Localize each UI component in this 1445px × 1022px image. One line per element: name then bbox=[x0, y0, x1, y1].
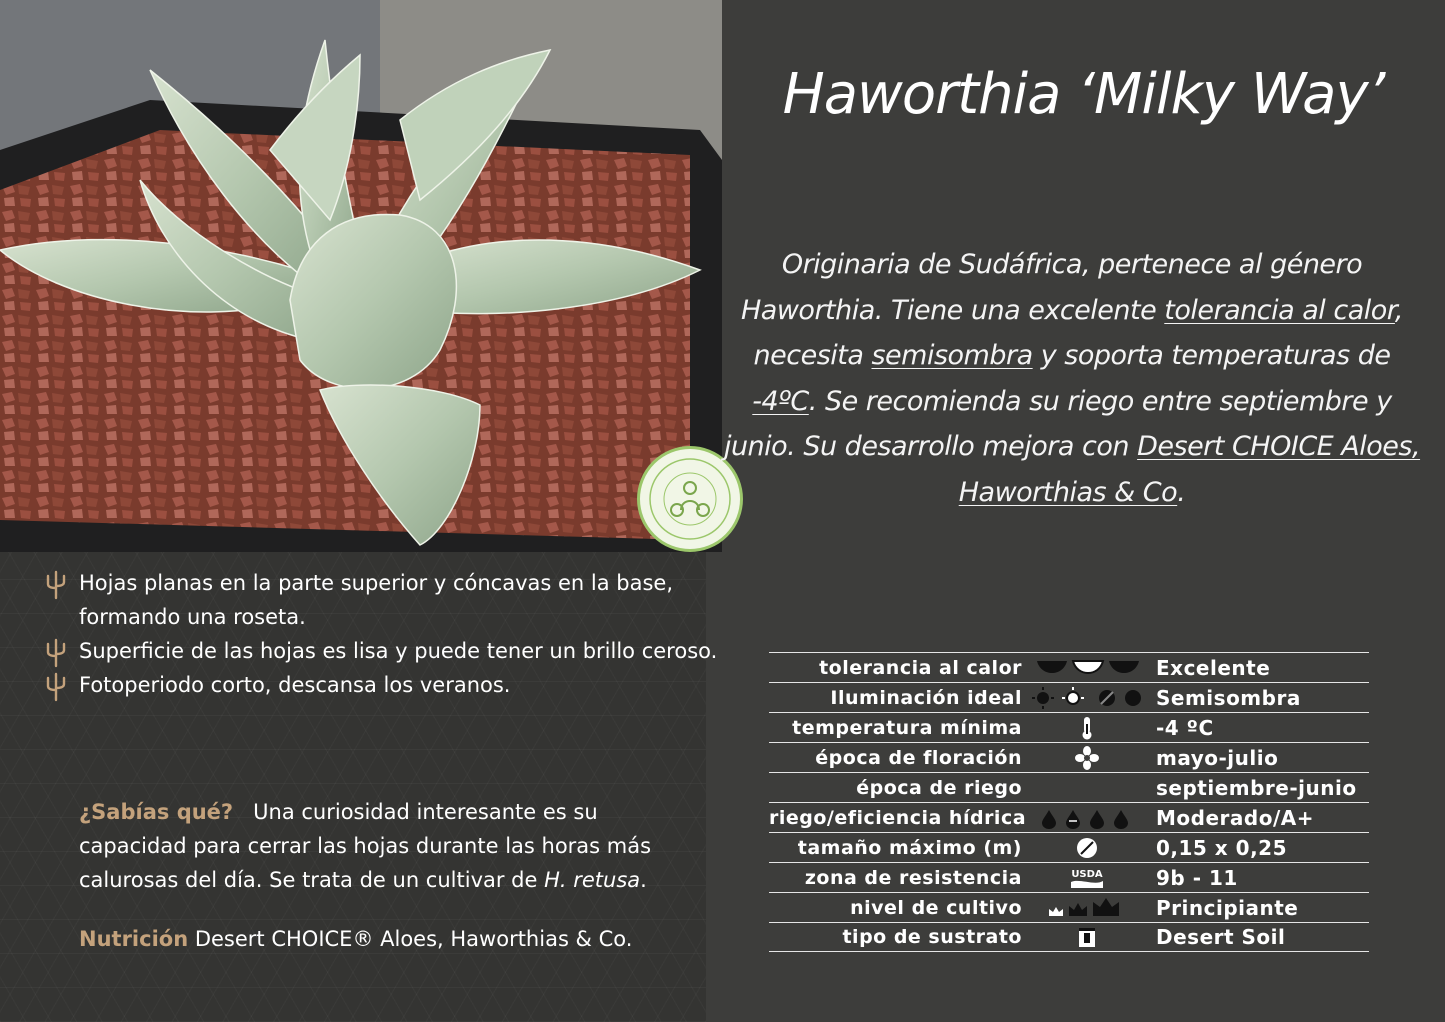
description-text: Originaria de Sudáfrica, pertenece al género Haworthia. Tiene una excelente bbox=[741, 249, 1363, 326]
thermometer-icon bbox=[1022, 714, 1152, 742]
spec-value: mayo-julio bbox=[1156, 745, 1279, 770]
spec-value: Moderado/A+ bbox=[1156, 805, 1314, 830]
spec-value: Principiante bbox=[1156, 895, 1299, 920]
features-list bbox=[40, 566, 720, 702]
feature-item bbox=[40, 566, 720, 634]
fun-fact-text: Una curiosidad interesante es su capacidad para cerrar las hojas durante las horas más calurosas del día. Se trata de un cultivar de bbox=[79, 800, 652, 892]
description-text: y soporta temperaturas de bbox=[1032, 340, 1391, 371]
spec-row-substrate bbox=[769, 922, 1369, 952]
feature-item bbox=[40, 668, 720, 702]
description-highlight-temp: -4ºC bbox=[752, 385, 809, 417]
usda-icon bbox=[1022, 864, 1152, 892]
nutrition-note bbox=[79, 922, 709, 956]
nutrition-text: Desert CHOICE® Aloes, Haworthias & Co. bbox=[194, 927, 633, 951]
species-name: H. retusa bbox=[544, 868, 641, 892]
plant-photo bbox=[0, 0, 722, 552]
feature-text: Hojas planas en la parte superior y cóncavas en la base, formando una roseta. bbox=[79, 571, 674, 629]
spec-row-water-efficiency bbox=[769, 802, 1369, 832]
specs-table bbox=[769, 652, 1369, 952]
page-title: Haworthia ‘Milky Way’ bbox=[782, 62, 1385, 127]
spec-label: nivel de cultivo bbox=[850, 896, 1022, 919]
spec-label: riego/eficiencia hídrica bbox=[769, 806, 1027, 829]
spec-value: -4 ºC bbox=[1156, 715, 1214, 740]
description-text: . Se recomienda su riego entre septiembre y junio. Su desarrollo mejora con bbox=[723, 385, 1392, 462]
haworthia-plant-image bbox=[0, 0, 722, 552]
spec-row-watering-season bbox=[769, 772, 1369, 802]
water-drops-icon bbox=[1022, 804, 1152, 832]
spec-row-cultivation-level bbox=[769, 892, 1369, 922]
substrate-bag-icon bbox=[1022, 923, 1152, 951]
spec-label: Iluminación ideal bbox=[830, 686, 1022, 709]
fun-fact-end: . bbox=[640, 868, 647, 892]
spec-value: 9b - 11 bbox=[1156, 865, 1238, 890]
empty-icon-slot bbox=[1022, 774, 1152, 802]
feature-text: Superficie de las hojas es lisa y puede tener un brillo ceroso. bbox=[79, 639, 718, 663]
cactus-icon bbox=[44, 570, 68, 600]
heat-tolerance-icon bbox=[1022, 654, 1152, 682]
nutrition-heading: Nutrición bbox=[79, 927, 189, 951]
spec-row-light bbox=[769, 682, 1369, 712]
spec-value: Desert Soil bbox=[1156, 925, 1286, 949]
fun-fact bbox=[79, 795, 709, 897]
spec-label: tipo de sustrato bbox=[842, 926, 1022, 948]
crowns-icon bbox=[1022, 894, 1152, 922]
description-text: . bbox=[1177, 476, 1186, 508]
description-highlight-shade: semisombra bbox=[871, 340, 1033, 371]
fun-fact-heading: ¿Sabías qué? bbox=[79, 800, 234, 824]
spec-value: 0,15 x 0,25 bbox=[1156, 835, 1288, 860]
description-text: , necesita bbox=[753, 294, 1403, 371]
cactus-icon bbox=[44, 638, 68, 668]
feature-item bbox=[40, 634, 720, 668]
feature-text: Fotoperiodo corto, descansa los veranos. bbox=[79, 673, 511, 697]
spec-row-heat bbox=[769, 652, 1369, 682]
spec-row-hardiness-zone bbox=[769, 862, 1369, 892]
plant-description bbox=[722, 242, 1422, 515]
spec-label: temperatura mínima bbox=[792, 716, 1022, 739]
spec-label: época de floración bbox=[815, 746, 1022, 769]
spec-label: época de riego bbox=[856, 776, 1022, 799]
description-highlight-product: Desert CHOICE Aloes, Haworthias & Co bbox=[958, 431, 1421, 508]
spec-row-flowering bbox=[769, 742, 1369, 772]
spec-label: zona de resistencia bbox=[804, 866, 1022, 889]
spec-label: tolerancia al calor bbox=[819, 656, 1022, 679]
spec-label: tamaño máximo (m) bbox=[797, 836, 1022, 859]
flower-icon bbox=[1022, 744, 1152, 772]
description-highlight-heat: tolerancia al calor bbox=[1164, 294, 1395, 326]
spec-row-size bbox=[769, 832, 1369, 862]
cactus-icon bbox=[44, 672, 68, 702]
spec-value: septiembre-junio bbox=[1156, 775, 1357, 800]
sun-shade-icon bbox=[1022, 684, 1152, 712]
spec-value: Excelente bbox=[1156, 655, 1271, 680]
spec-row-temperature bbox=[769, 712, 1369, 742]
spec-value: Semisombra bbox=[1156, 685, 1301, 710]
diameter-icon bbox=[1022, 834, 1152, 862]
usda-label: USDA bbox=[1071, 868, 1103, 880]
